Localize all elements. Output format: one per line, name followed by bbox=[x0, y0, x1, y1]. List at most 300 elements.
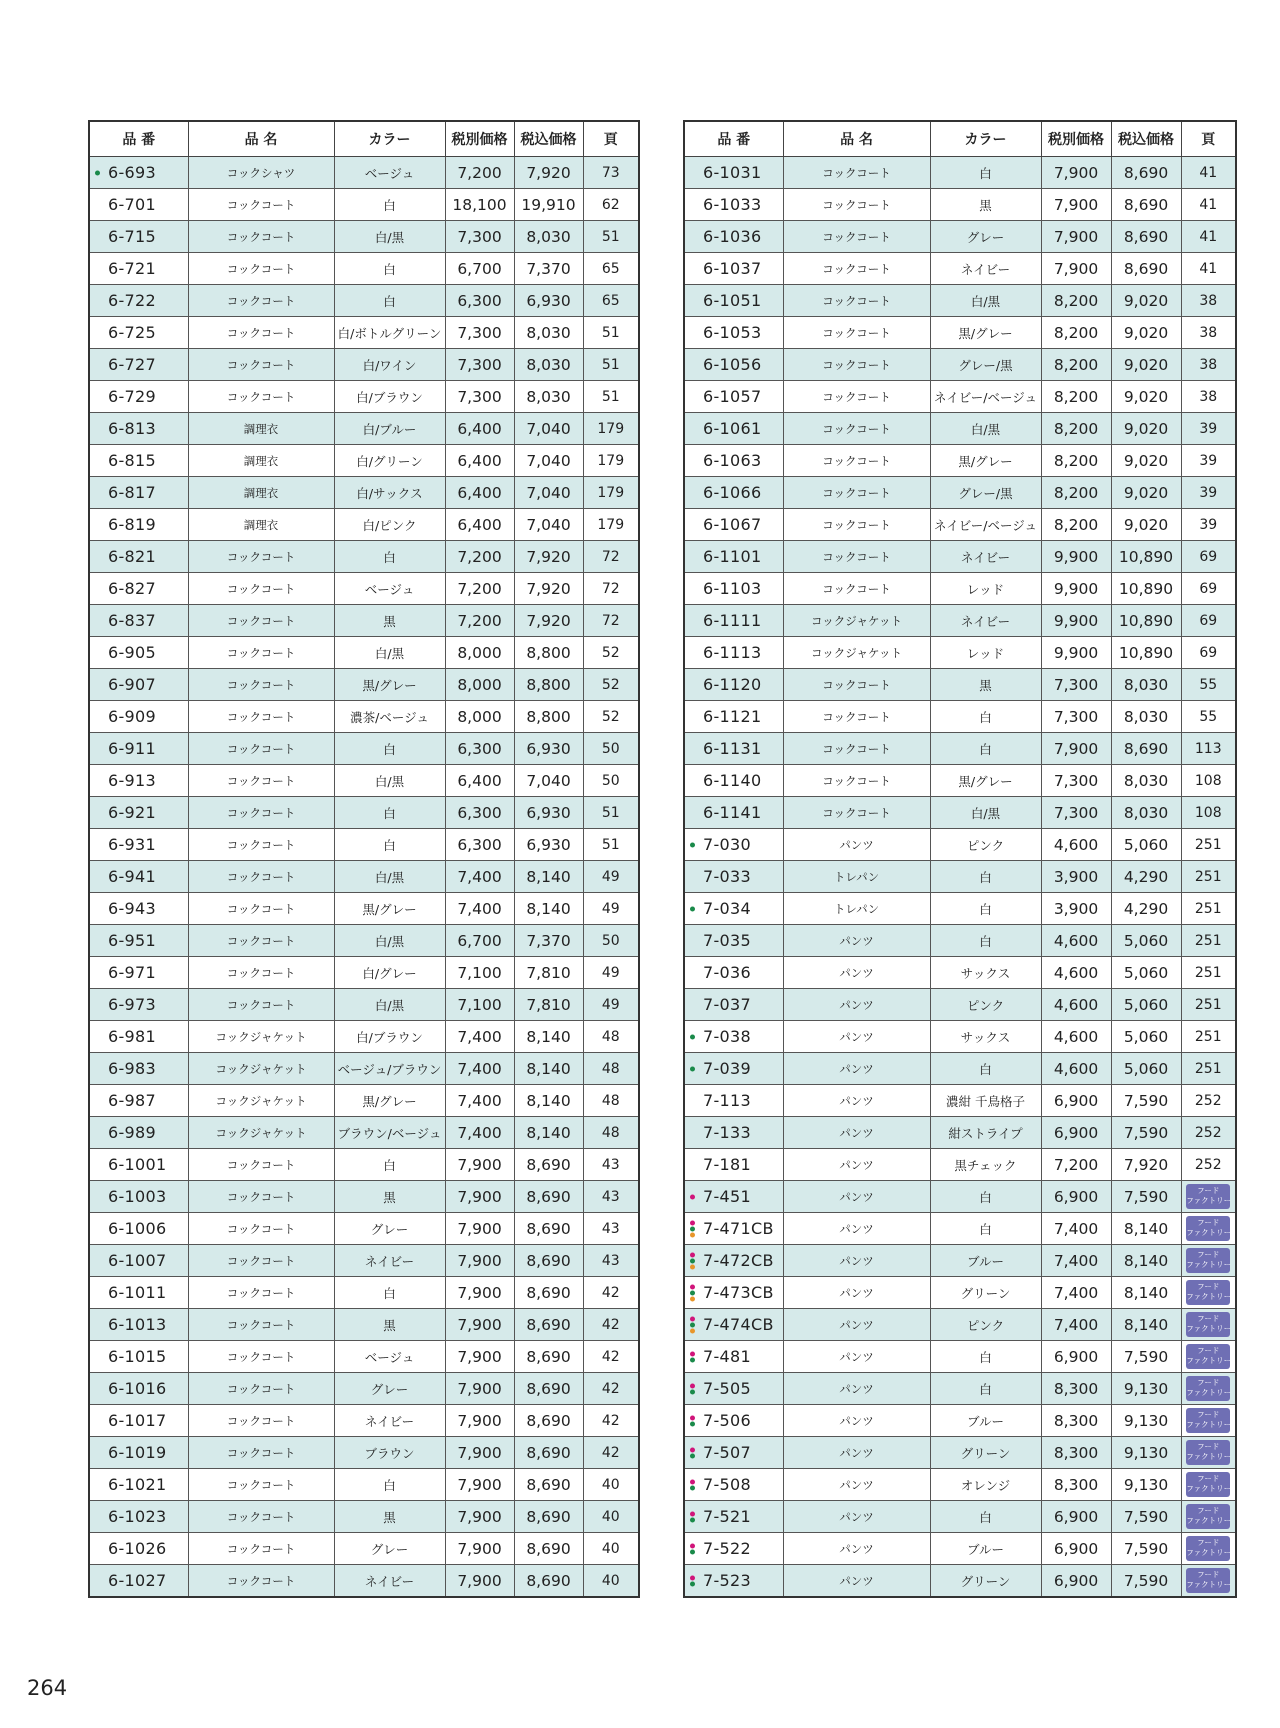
magenta-dot-icon bbox=[690, 1252, 695, 1257]
page-cell bbox=[583, 733, 639, 765]
badge-label-line: ファクトリー bbox=[1186, 1452, 1232, 1461]
price-excl-tax-cell-text: 6,300 bbox=[457, 291, 502, 310]
price-incl-tax-cell bbox=[1111, 541, 1181, 573]
price-excl-tax-cell-text: 8,200 bbox=[1053, 355, 1099, 374]
page-cell bbox=[1181, 957, 1236, 989]
product-name-cell-text: パンツ bbox=[839, 1253, 874, 1268]
price-excl-tax-cell bbox=[1041, 317, 1111, 349]
price-incl-tax-cell-text: 9,020 bbox=[1123, 483, 1169, 502]
page-cell-text: 39 bbox=[1199, 452, 1218, 469]
product-code-cell-text: 6-943 bbox=[108, 899, 156, 918]
product-code-cell bbox=[89, 765, 188, 797]
page-cell-text: 40 bbox=[601, 1508, 620, 1525]
product-name-cell bbox=[188, 253, 334, 285]
page-cell bbox=[1181, 1245, 1236, 1277]
price-incl-tax-cell-text: 8,690 bbox=[1123, 163, 1169, 182]
page-cell-text: 179 bbox=[597, 452, 625, 469]
price-incl-tax-cell bbox=[514, 957, 583, 989]
price-incl-tax-cell bbox=[1111, 1117, 1181, 1149]
product-name-cell bbox=[783, 989, 930, 1021]
price-excl-tax-cell bbox=[445, 1213, 514, 1245]
product-name-cell bbox=[783, 893, 930, 925]
color-cell bbox=[334, 445, 445, 477]
product-name-cell-text: コックコート bbox=[226, 613, 296, 628]
price-incl-tax-cell bbox=[1111, 189, 1181, 221]
page-cell-text: 179 bbox=[597, 420, 625, 437]
product-name-cell-text: コックコート bbox=[226, 1317, 296, 1332]
color-cell-text: 白 bbox=[383, 1285, 396, 1301]
product-name-cell-text: コックコート bbox=[822, 293, 891, 308]
product-code-cell-text: 6-729 bbox=[108, 387, 156, 406]
green-dot-icon bbox=[690, 1389, 695, 1394]
product-name-cell bbox=[783, 1085, 930, 1117]
price-incl-tax-cell bbox=[1111, 253, 1181, 285]
magenta-dot-icon bbox=[690, 1479, 695, 1484]
badge-label-line: フード bbox=[1197, 1570, 1220, 1579]
product-name-cell bbox=[188, 1181, 334, 1213]
price-excl-tax-cell-text: 9,900 bbox=[1053, 643, 1099, 662]
color-cell-text: 黒 bbox=[383, 613, 396, 629]
table-row bbox=[684, 1373, 1236, 1405]
price-excl-tax-cell-text: 6,400 bbox=[457, 419, 502, 438]
table-row bbox=[89, 1501, 639, 1533]
color-cell-text: ベージュ bbox=[364, 1349, 415, 1365]
product-code-cell-text: 7-508 bbox=[703, 1475, 751, 1494]
product-name-cell bbox=[783, 253, 930, 285]
product-name-cell bbox=[188, 1469, 334, 1501]
table-row bbox=[89, 1437, 639, 1469]
price-excl-tax-cell bbox=[1041, 637, 1111, 669]
price-excl-tax-cell-text: 7,400 bbox=[457, 867, 502, 886]
page-cell-text: 108 bbox=[1194, 804, 1222, 821]
color-cell-text: グレー bbox=[370, 1221, 409, 1237]
product-code-cell bbox=[684, 1405, 783, 1437]
page-cell-text: 108 bbox=[1194, 772, 1222, 789]
page-cell-text: 113 bbox=[1194, 740, 1222, 757]
product-code-cell bbox=[684, 509, 783, 541]
product-code-cell-text: 6-1007 bbox=[108, 1251, 167, 1270]
page-cell bbox=[1181, 413, 1236, 445]
page-cell-text: 41 bbox=[1199, 260, 1218, 277]
color-cell-text: ネイビー/ベージュ bbox=[934, 389, 1037, 405]
color-cell-text: 白 bbox=[383, 197, 396, 213]
price-excl-tax-cell-text: 7,300 bbox=[1053, 771, 1099, 790]
product-name-cell bbox=[783, 925, 930, 957]
product-name-cell-text: コックコート bbox=[822, 325, 891, 340]
product-code-cell bbox=[684, 1053, 783, 1085]
product-code-cell bbox=[89, 381, 188, 413]
table-row bbox=[684, 1181, 1236, 1213]
marker-dots bbox=[690, 1543, 695, 1554]
product-name-cell-text: コックコート bbox=[226, 1381, 296, 1396]
product-code-cell bbox=[684, 381, 783, 413]
product-name-cell-text: コックコート bbox=[226, 997, 296, 1012]
product-code-cell bbox=[89, 509, 188, 541]
product-name-cell-text: コックコート bbox=[226, 1541, 296, 1556]
color-cell-text: グリーン bbox=[960, 1445, 1011, 1461]
color-cell bbox=[930, 1341, 1041, 1373]
color-cell bbox=[334, 541, 445, 573]
product-name-cell bbox=[188, 221, 334, 253]
color-cell bbox=[930, 957, 1041, 989]
color-cell bbox=[930, 733, 1041, 765]
price-incl-tax-cell-text: 10,890 bbox=[1118, 643, 1174, 662]
page-cell bbox=[1181, 925, 1236, 957]
color-cell-text: グレー bbox=[370, 1541, 409, 1557]
price-incl-tax-cell-text: 9,020 bbox=[1123, 387, 1169, 406]
price-incl-tax-cell bbox=[1111, 1533, 1181, 1565]
price-incl-tax-cell-text: 8,690 bbox=[526, 1571, 571, 1590]
color-cell-text: 紺ストライプ bbox=[948, 1125, 1023, 1141]
page-cell bbox=[583, 1021, 639, 1053]
table-row bbox=[89, 573, 639, 605]
color-cell bbox=[334, 669, 445, 701]
product-code-cell bbox=[89, 1437, 188, 1469]
color-cell-text: 白/グレー bbox=[362, 965, 417, 981]
product-name-cell bbox=[188, 445, 334, 477]
product-name-cell bbox=[783, 1277, 930, 1309]
page-cell-text: 252 bbox=[1194, 1092, 1222, 1109]
product-name-cell-text: 調理衣 bbox=[243, 421, 279, 436]
product-code-cell-text: 6-1120 bbox=[703, 675, 762, 694]
price-excl-tax-cell-text: 8,000 bbox=[457, 643, 502, 662]
page-cell bbox=[583, 637, 639, 669]
table-row bbox=[89, 349, 639, 381]
product-name-cell-text: 調理衣 bbox=[243, 517, 279, 532]
price-excl-tax-cell-text: 7,200 bbox=[457, 163, 502, 182]
color-cell bbox=[334, 605, 445, 637]
product-code-cell bbox=[89, 1053, 188, 1085]
price-excl-tax-cell bbox=[1041, 1117, 1111, 1149]
price-excl-tax-cell bbox=[445, 989, 514, 1021]
price-excl-tax-cell-text: 8,300 bbox=[1053, 1379, 1099, 1398]
product-name-cell-text: コックジャケット bbox=[215, 1093, 307, 1108]
product-code-cell bbox=[89, 861, 188, 893]
product-code-cell-text: 6-827 bbox=[108, 579, 156, 598]
product-code-cell-text: 6-1003 bbox=[108, 1187, 167, 1206]
table-row bbox=[89, 1309, 639, 1341]
badge-label-line: フード bbox=[1197, 1538, 1220, 1547]
product-code-cell-text: 6-1131 bbox=[703, 739, 762, 758]
color-cell-text: 白 bbox=[979, 869, 992, 885]
page-cell bbox=[583, 317, 639, 349]
product-code-cell bbox=[89, 189, 188, 221]
food-factory-badge bbox=[1186, 1344, 1230, 1369]
price-excl-tax-cell-text: 7,400 bbox=[1053, 1283, 1099, 1302]
price-excl-tax-cell bbox=[445, 445, 514, 477]
page-cell-text: 51 bbox=[601, 228, 620, 245]
product-code-cell-text: 6-1113 bbox=[703, 643, 762, 662]
page-cell bbox=[1181, 541, 1236, 573]
page-cell bbox=[1181, 445, 1236, 477]
table-row bbox=[89, 413, 639, 445]
price-excl-tax-cell-text: 7,900 bbox=[457, 1475, 502, 1494]
page-cell-text: 39 bbox=[1199, 484, 1218, 501]
price-incl-tax-cell-text: 8,140 bbox=[526, 1123, 571, 1142]
color-cell-text: ブラウン bbox=[364, 1445, 415, 1461]
color-cell-text: 白 bbox=[979, 933, 992, 949]
color-cell-text: レッド bbox=[966, 581, 1005, 597]
price-incl-tax-cell bbox=[1111, 1405, 1181, 1437]
product-code-cell bbox=[684, 1277, 783, 1309]
product-name-cell-text: パンツ bbox=[839, 1541, 874, 1556]
color-cell bbox=[334, 1149, 445, 1181]
color-cell bbox=[930, 1085, 1041, 1117]
product-code-cell-text: 6-1026 bbox=[108, 1539, 167, 1558]
product-code-cell-text: 7-473CB bbox=[703, 1283, 774, 1302]
product-code-cell-text: 6-931 bbox=[108, 835, 156, 854]
price-excl-tax-cell bbox=[445, 1117, 514, 1149]
product-code-cell bbox=[89, 669, 188, 701]
page-cell-text: 40 bbox=[601, 1540, 620, 1557]
price-incl-tax-cell bbox=[1111, 1085, 1181, 1117]
product-name-cell bbox=[188, 1565, 334, 1598]
price-incl-tax-cell bbox=[1111, 1373, 1181, 1405]
food-factory-badge bbox=[1186, 1376, 1230, 1401]
page-cell-text: 42 bbox=[601, 1348, 620, 1365]
product-name-cell bbox=[783, 221, 930, 253]
price-incl-tax-cell bbox=[514, 1373, 583, 1405]
product-code-cell-text: 7-521 bbox=[703, 1507, 751, 1526]
price-excl-tax-cell-text: 6,400 bbox=[457, 771, 502, 790]
color-cell bbox=[930, 701, 1041, 733]
price-incl-tax-cell bbox=[514, 1053, 583, 1085]
product-name-cell-text: コックコート bbox=[822, 165, 891, 180]
price-incl-tax-cell-text: 7,590 bbox=[1123, 1187, 1169, 1206]
page-cell-text: 69 bbox=[1199, 580, 1218, 597]
price-incl-tax-cell-text: 10,890 bbox=[1118, 611, 1174, 630]
page-cell-text: 55 bbox=[1199, 676, 1218, 693]
price-excl-tax-cell-text: 6,900 bbox=[1053, 1187, 1099, 1206]
price-excl-tax-cell bbox=[445, 189, 514, 221]
product-name-cell bbox=[783, 1181, 930, 1213]
price-incl-tax-cell bbox=[1111, 733, 1181, 765]
price-excl-tax-cell bbox=[445, 285, 514, 317]
marker-dots bbox=[690, 1220, 695, 1237]
page-cell bbox=[583, 1405, 639, 1437]
price-incl-tax-cell-text: 8,030 bbox=[1123, 803, 1169, 822]
page-cell bbox=[583, 157, 639, 189]
table-row bbox=[684, 1501, 1236, 1533]
price-incl-tax-cell-text: 8,030 bbox=[526, 355, 571, 374]
price-excl-tax-cell-text: 6,300 bbox=[457, 739, 502, 758]
table-row bbox=[684, 253, 1236, 285]
product-name-cell bbox=[783, 1501, 930, 1533]
product-code-cell-text: 6-983 bbox=[108, 1059, 156, 1078]
product-code-cell bbox=[89, 285, 188, 317]
product-code-cell bbox=[89, 893, 188, 925]
table-row bbox=[684, 1117, 1236, 1149]
price-excl-tax-cell-text: 7,400 bbox=[457, 1059, 502, 1078]
product-code-cell bbox=[89, 1245, 188, 1277]
page-cell-text: 50 bbox=[601, 772, 620, 789]
badge-label-line: ファクトリー bbox=[1186, 1580, 1232, 1589]
price-excl-tax-cell-text: 7,400 bbox=[457, 1091, 502, 1110]
table-row bbox=[89, 893, 639, 925]
product-code-cell-text: 6-1066 bbox=[703, 483, 762, 502]
product-code-cell-text: 6-1111 bbox=[703, 611, 762, 630]
price-incl-tax-cell-text: 8,690 bbox=[1123, 739, 1169, 758]
color-cell bbox=[930, 1117, 1041, 1149]
page-cell bbox=[583, 349, 639, 381]
color-cell-text: ピンク bbox=[966, 1317, 1005, 1333]
price-incl-tax-cell-text: 7,040 bbox=[526, 515, 571, 534]
page-cell bbox=[1181, 1341, 1236, 1373]
price-incl-tax-cell bbox=[514, 1117, 583, 1149]
page-cell-text: 51 bbox=[601, 804, 620, 821]
color-cell bbox=[930, 1373, 1041, 1405]
product-name-cell-text: コックコート bbox=[822, 389, 891, 404]
page-cell bbox=[583, 1085, 639, 1117]
price-incl-tax-cell-text: 8,800 bbox=[526, 707, 571, 726]
product-name-cell bbox=[188, 989, 334, 1021]
price-incl-tax-cell bbox=[514, 1405, 583, 1437]
price-incl-tax-cell bbox=[1111, 797, 1181, 829]
table-row bbox=[89, 637, 639, 669]
table-row bbox=[89, 1085, 639, 1117]
page-cell-text: 48 bbox=[601, 1060, 620, 1077]
color-cell bbox=[930, 157, 1041, 189]
page-cell bbox=[1181, 765, 1236, 797]
page-cell-text: 48 bbox=[601, 1028, 620, 1045]
color-cell-text: ネイビー bbox=[364, 1573, 415, 1589]
page-cell-text: 251 bbox=[1194, 900, 1222, 917]
price-incl-tax-cell-text: 9,130 bbox=[1123, 1411, 1169, 1430]
price-excl-tax-cell-text: 3,900 bbox=[1053, 899, 1099, 918]
color-cell-text: 黒/グレー bbox=[362, 901, 417, 917]
price-excl-tax-cell-text: 7,400 bbox=[1053, 1315, 1099, 1334]
color-cell bbox=[334, 765, 445, 797]
product-name-cell bbox=[188, 1117, 334, 1149]
color-cell-text: 白 bbox=[979, 741, 992, 757]
price-excl-tax-cell-text: 7,300 bbox=[457, 387, 502, 406]
product-name-cell-text: コックコート bbox=[226, 581, 296, 596]
color-cell bbox=[334, 1245, 445, 1277]
color-cell-text: 黒 bbox=[383, 1509, 396, 1525]
page-cell bbox=[583, 925, 639, 957]
food-factory-badge bbox=[1186, 1408, 1230, 1433]
price-excl-tax-cell-text: 7,900 bbox=[457, 1507, 502, 1526]
product-name-cell-text: コックコート bbox=[822, 581, 891, 596]
product-code-cell bbox=[89, 1533, 188, 1565]
product-code-cell bbox=[89, 797, 188, 829]
food-factory-badge bbox=[1186, 1312, 1230, 1337]
color-cell-text: 白 bbox=[383, 1157, 396, 1173]
product-code-cell bbox=[684, 1213, 783, 1245]
price-excl-tax-cell bbox=[445, 1309, 514, 1341]
color-cell-text: グリーン bbox=[960, 1285, 1011, 1301]
price-excl-tax-cell-text: 8,300 bbox=[1053, 1443, 1099, 1462]
product-name-cell bbox=[188, 1405, 334, 1437]
price-excl-tax-cell-text: 8,200 bbox=[1053, 483, 1099, 502]
price-excl-tax-cell-text: 7,200 bbox=[457, 547, 502, 566]
color-cell bbox=[334, 1373, 445, 1405]
price-incl-tax-cell-text: 8,690 bbox=[526, 1347, 571, 1366]
price-excl-tax-cell bbox=[1041, 605, 1111, 637]
page-cell bbox=[583, 1053, 639, 1085]
price-excl-tax-cell-text: 6,300 bbox=[457, 803, 502, 822]
product-name-cell-text: コックコート bbox=[226, 1189, 296, 1204]
color-cell-text: 白/黒 bbox=[374, 773, 405, 789]
price-excl-tax-cell-text: 7,900 bbox=[457, 1251, 502, 1270]
price-excl-tax-cell bbox=[1041, 541, 1111, 573]
page-cell-text: 50 bbox=[601, 932, 620, 949]
page-cell bbox=[1181, 797, 1236, 829]
product-name-cell-text: パンツ bbox=[839, 1125, 874, 1140]
price-incl-tax-cell-text: 7,040 bbox=[526, 451, 571, 470]
price-excl-tax-cell bbox=[1041, 445, 1111, 477]
price-excl-tax-cell bbox=[1041, 1085, 1111, 1117]
price-incl-tax-cell-text: 7,590 bbox=[1123, 1571, 1169, 1590]
color-cell-text: 白 bbox=[383, 837, 396, 853]
product-code-cell-text: 6-1101 bbox=[703, 547, 762, 566]
product-name-cell-text: コックコート bbox=[226, 261, 296, 276]
page-cell-text: 251 bbox=[1194, 1060, 1222, 1077]
product-name-cell bbox=[188, 1021, 334, 1053]
table-row bbox=[684, 477, 1236, 509]
product-code-cell-text: 6-1140 bbox=[703, 771, 762, 790]
food-factory-badge bbox=[1186, 1440, 1230, 1465]
price-excl-tax-cell-text: 7,400 bbox=[457, 899, 502, 918]
badge-label-line: フード bbox=[1197, 1314, 1220, 1323]
badge-label-line: ファクトリー bbox=[1186, 1228, 1232, 1237]
price-incl-tax-cell bbox=[514, 797, 583, 829]
price-excl-tax-cell bbox=[445, 1341, 514, 1373]
price-incl-tax-cell bbox=[514, 765, 583, 797]
product-name-cell bbox=[188, 381, 334, 413]
product-code-cell bbox=[684, 1469, 783, 1501]
price-incl-tax-cell bbox=[1111, 413, 1181, 445]
product-code-cell-text: 6-819 bbox=[108, 515, 156, 534]
badge-label-line: フード bbox=[1197, 1474, 1220, 1483]
table-row bbox=[89, 1149, 639, 1181]
table-row bbox=[684, 1277, 1236, 1309]
page-cell bbox=[1181, 285, 1236, 317]
page-cell-text: 251 bbox=[1194, 1028, 1222, 1045]
product-name-cell bbox=[783, 1053, 930, 1085]
color-cell bbox=[334, 1437, 445, 1469]
product-code-cell bbox=[89, 1021, 188, 1053]
page-cell bbox=[1181, 1181, 1236, 1213]
price-incl-tax-cell bbox=[1111, 989, 1181, 1021]
color-cell-text: 黒/グレー bbox=[958, 325, 1013, 341]
price-incl-tax-cell bbox=[514, 509, 583, 541]
product-code-cell-text: 7-113 bbox=[703, 1091, 751, 1110]
color-cell bbox=[930, 1245, 1041, 1277]
price-incl-tax-cell bbox=[1111, 477, 1181, 509]
page-cell bbox=[583, 861, 639, 893]
price-excl-tax-cell-text: 7,300 bbox=[457, 227, 502, 246]
price-incl-tax-cell bbox=[514, 829, 583, 861]
table-row bbox=[684, 1053, 1236, 1085]
page-cell-text: 52 bbox=[601, 676, 620, 693]
price-incl-tax-cell bbox=[514, 445, 583, 477]
table-row bbox=[89, 221, 639, 253]
price-incl-tax-cell-text: 8,030 bbox=[1123, 675, 1169, 694]
product-code-cell-text: 6-973 bbox=[108, 995, 156, 1014]
price-excl-tax-cell bbox=[1041, 1533, 1111, 1565]
food-factory-badge bbox=[1186, 1504, 1230, 1529]
page-cell-text: 55 bbox=[1199, 708, 1218, 725]
product-name-cell-text: コックコート bbox=[822, 197, 891, 212]
color-cell-text: ベージュ bbox=[364, 165, 415, 181]
page-cell bbox=[1181, 829, 1236, 861]
product-name-cell-text: コックコート bbox=[226, 1221, 296, 1236]
product-name-cell bbox=[783, 349, 930, 381]
product-code-cell-text: 6-821 bbox=[108, 547, 156, 566]
price-incl-tax-cell bbox=[1111, 1469, 1181, 1501]
product-code-cell-text: 6-951 bbox=[108, 931, 156, 950]
